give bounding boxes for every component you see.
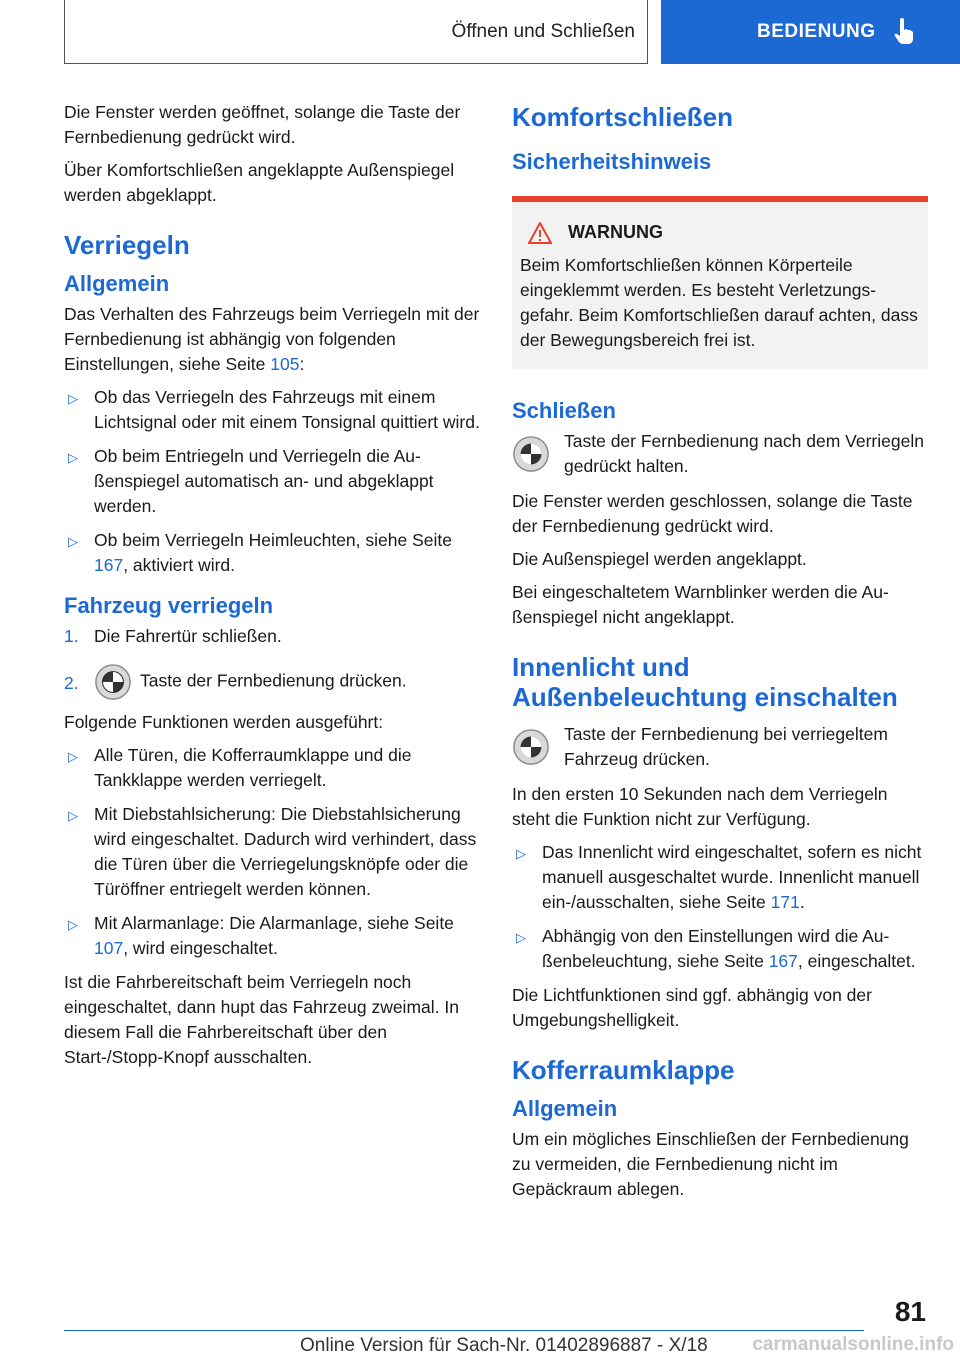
triangle-bullet-icon: ▷ — [68, 917, 78, 932]
page-number: 81 — [894, 1296, 926, 1327]
bullet-list — [64, 743, 484, 961]
bullet-list — [512, 840, 928, 974]
warning-text: Beim Komfortschließen können Körperteile eingeklemmt werden. Es besteht Verletzungsgefahr. Beim Komfortschließen darauf achten, dass der Bewegungsbereich frei ist. — [520, 255, 918, 350]
triangle-bullet-icon: ▷ — [516, 846, 526, 861]
heading-fahrzeug-verriegeln: Fahrzeug verriegeln — [64, 593, 274, 618]
warning-triangle-icon — [528, 222, 552, 244]
heading-innenlicht: Innenlicht und Außenbeleuchtung einschalten — [512, 652, 898, 712]
watermark: carmanualsonline.info — [752, 1334, 954, 1355]
pointing-hand-icon — [894, 18, 916, 46]
paragraph: Über Komfortschließen angeklappte Außenspiegel werden abgeklappt. — [64, 160, 455, 205]
heading-schliessen: Schließen — [512, 398, 616, 423]
paragraph: In den ersten 10 Sekunden nach dem Verriegeln steht die Funktion nicht zur Verfügung. — [512, 784, 888, 829]
paragraph: Folgende Funktionen werden ausgeführt: — [64, 712, 384, 732]
header-section-title — [64, 0, 648, 64]
list-item: ▷ Alle Türen, die Kofferraumklappe und die Tankklappe werden verriegelt. — [68, 745, 412, 790]
key-instruction: Taste der Fernbedienung nach dem Verriegeln gedrückt halten. — [512, 429, 928, 479]
section-title: Öffnen und Schließen — [451, 20, 635, 42]
bmw-key-button-icon — [512, 728, 550, 766]
triangle-bullet-icon: ▷ — [68, 534, 78, 549]
paragraph: Die Fenster werden geschlossen, solange die Taste der Fernbedienung gedrückt wird. — [512, 491, 913, 536]
paragraph: Die Lichtfunktionen sind ggf. abhängig von der Umgebungshelligkeit. — [512, 985, 872, 1030]
heading-verriegeln: Verriegeln — [64, 230, 190, 260]
key-instruction: Taste der Fernbedienung bei verriegeltem Fahrzeug drücken. — [512, 722, 928, 772]
page-link[interactable]: 167 — [94, 555, 124, 575]
header-chapter-tab — [661, 0, 960, 64]
list-item: 2. Taste der Fernbedienung drücken. — [64, 663, 484, 701]
list-item: ▷ Das Innenlicht wird eingeschaltet, sofern es nicht manuell ausgeschaltet wurde. Innenlicht manuell ein-/ausschalten, siehe Seite 171. — [516, 842, 922, 912]
heading-sicherheitshinweis: Sicherheitshinweis — [512, 149, 712, 174]
list-item: ▷ Ob beim Verriegeln Heimleuchten, siehe Seite 167, aktiviert wird. — [68, 530, 452, 575]
paragraph: Die Außenspiegel werden angeklappt. — [512, 549, 807, 569]
triangle-bullet-icon: ▷ — [68, 808, 78, 823]
right-column — [512, 100, 928, 1210]
paragraph: Das Verhalten des Fahrzeugs beim Verriegeln mit der Fernbedienung ist abhängig von folgenden Einstellungen, siehe Seite 105: — [64, 304, 480, 374]
list-item: ▷ Ob beim Entriegeln und Verriegeln die Außenspiegel automatisch an- und abgeklappt werden. — [68, 446, 434, 516]
list-item: ▷ Abhängig von den Einstellungen wird die Außenbeleuchtung, siehe Seite 167, eingeschaltet. — [516, 926, 916, 971]
list-item: 1. Die Fahrertür schließen. — [64, 626, 282, 646]
page-link[interactable]: 107 — [94, 938, 124, 958]
paragraph: Die Fenster werden geöffnet, solange die Taste der Fernbedienung gedrückt wird. — [64, 102, 461, 147]
bmw-key-button-icon — [94, 663, 132, 701]
warning-box — [512, 196, 928, 369]
heading-kofferraumklappe: Kofferraumklappe — [512, 1055, 735, 1085]
footer-divider — [64, 1330, 864, 1331]
triangle-bullet-icon: ▷ — [516, 930, 526, 945]
triangle-bullet-icon: ▷ — [68, 749, 78, 764]
numbered-list — [64, 624, 484, 701]
paragraph: Bei eingeschaltetem Warnblinker werden die Außenspiegel nicht angeklappt. — [512, 582, 889, 627]
page-link[interactable]: 171 — [770, 892, 800, 912]
triangle-bullet-icon: ▷ — [68, 391, 78, 406]
page-link[interactable]: 105 — [270, 354, 300, 374]
chapter-title: BEDIENUNG — [757, 21, 876, 42]
paragraph: Ist die Fahrbereitschaft beim Verriegeln noch eingeschaltet, dann hupt das Fahrzeug zweimal. In diesem Fall die Fahrbereitschaft über den Start-/Stopp-Knopf ausschalten. — [64, 972, 459, 1067]
heading-komfortschliessen: Komfortschließen — [512, 102, 734, 132]
warning-title: WARNUNG — [520, 220, 920, 245]
heading-allgemein: Allgemein — [512, 1096, 618, 1121]
paragraph: Um ein mögliches Einschließen der Fernbedienung zu vermeiden, die Fernbedienung nicht im Gepäckraum ablegen. — [512, 1129, 909, 1199]
left-column — [64, 100, 484, 1078]
heading-allgemein: Allgemein — [64, 271, 170, 296]
list-item: ▷ Mit Alarmanlage: Die Alarmanlage, siehe Seite 107, wird eingeschaltet. — [68, 913, 454, 958]
triangle-bullet-icon: ▷ — [68, 450, 78, 465]
list-item: ▷ Ob das Verriegeln des Fahrzeugs mit einem Lichtsignal oder mit einem Tonsignal quittiert wird. — [68, 387, 480, 432]
bullet-list — [64, 385, 484, 578]
footer-online-version: Online Version für Sach-Nr. 01402896887 - X/18 — [300, 1335, 708, 1356]
page-link[interactable]: 167 — [768, 951, 798, 971]
list-item: ▷ Mit Diebstahlsicherung: Die Diebstahlsicherung wird eingeschaltet. Dadurch wird verhindert, dass die Türen über die Verriegelungsknöpfe oder die Türöffner entriegelt werden können. — [68, 804, 477, 899]
bmw-key-button-icon — [512, 435, 550, 473]
